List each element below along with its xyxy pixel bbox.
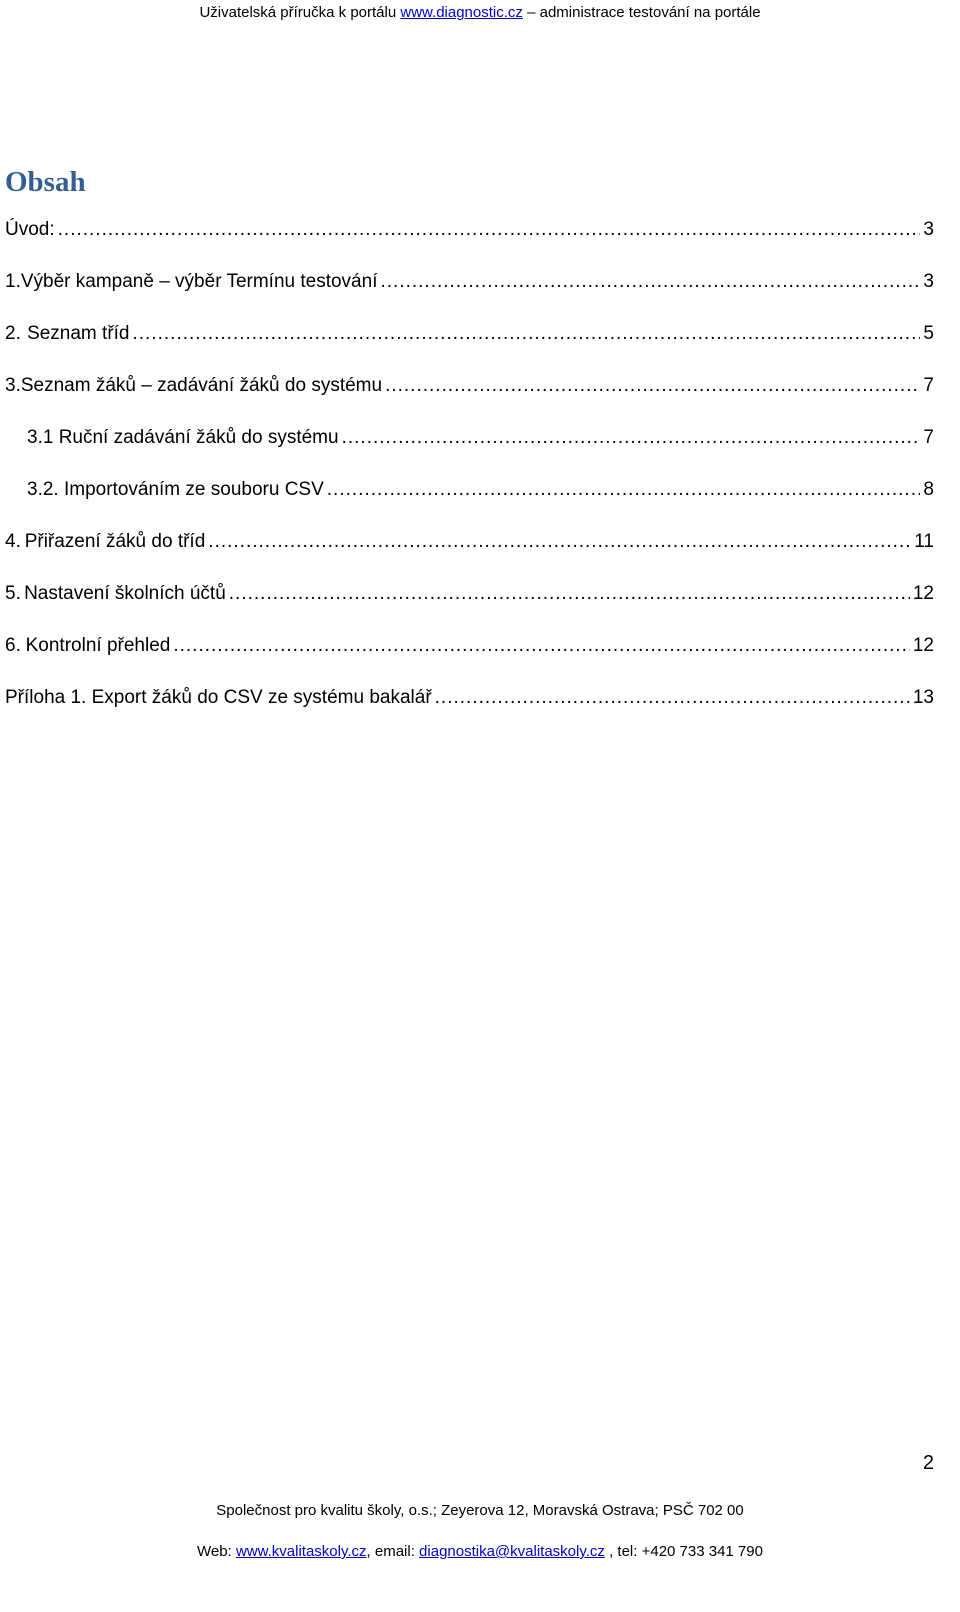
toc-entry-6[interactable] xyxy=(5,634,934,658)
header-suffix: – administrace testování na portále xyxy=(522,4,761,21)
footer-web-label: Web: xyxy=(197,1543,236,1560)
toc-entry-number: 2. xyxy=(5,323,21,344)
toc-entry-number: 3. xyxy=(5,375,21,396)
toc-entry-page: 12 xyxy=(912,583,934,604)
toc-title: Obsah xyxy=(5,166,86,198)
toc-leader xyxy=(435,686,910,710)
toc-entry-page: 3 xyxy=(923,271,934,292)
toc-leader xyxy=(380,270,920,294)
toc-entry-label: Nastavení školních účtů xyxy=(24,583,226,604)
toc-entry-page: 13 xyxy=(912,687,934,708)
toc-entry-5[interactable] xyxy=(5,582,934,606)
page-number: 2 xyxy=(922,1452,934,1474)
toc-leader xyxy=(342,426,921,450)
toc-entry-label: Úvod: xyxy=(5,219,55,240)
toc-leader xyxy=(58,218,921,242)
toc-entry-3[interactable] xyxy=(5,374,934,398)
page-header xyxy=(0,4,960,21)
toc-entry-number: 3.1 xyxy=(27,427,54,448)
footer-address: Společnost pro kvalitu školy, o.s.; Zeyerova 12, Moravská Ostrava; PSČ 702 00 xyxy=(216,1502,744,1519)
toc-entry-number: 3.2. xyxy=(27,479,59,500)
toc-entry-label: Kontrolní přehled xyxy=(25,635,171,656)
toc-leader xyxy=(133,322,921,346)
toc-entry-number: 1. xyxy=(5,271,21,292)
toc-entry-2[interactable] xyxy=(5,322,934,346)
toc-entry-label: Přiřazení žáků do tříd xyxy=(24,531,206,552)
header-link[interactable]: www.diagnostic.cz xyxy=(400,4,523,21)
footer-email-link[interactable]: diagnostika@kvalitaskoly.cz xyxy=(419,1543,605,1560)
toc-entry-4[interactable] xyxy=(5,530,934,554)
footer-web-link[interactable]: www.kvalitaskoly.cz xyxy=(235,1543,367,1560)
toc-entry-number: 5. xyxy=(5,583,21,604)
toc-entry-label: Ruční zadávání žáků do systému xyxy=(58,427,339,448)
toc-entry-page: 11 xyxy=(914,531,934,552)
toc-entry-page: 7 xyxy=(923,375,934,396)
toc-entry-page: 3 xyxy=(923,219,934,240)
footer-tel: , tel: +420 733 341 790 xyxy=(604,1543,763,1560)
footer-contacts xyxy=(0,1543,960,1560)
toc-entry-label: Výběr kampaně – výběr Termínu testování xyxy=(20,271,378,292)
toc-entry-3-1[interactable] xyxy=(27,426,934,450)
toc-leader xyxy=(173,634,910,658)
toc-entry-label: Importováním ze souboru CSV xyxy=(63,479,324,500)
toc-entry-label: Seznam žáků – zadávání žáků do systému xyxy=(20,375,383,396)
toc-entry-uvod[interactable] xyxy=(5,218,934,242)
toc-entry-priloha-1[interactable] xyxy=(5,686,934,710)
toc-entry-label: Seznam tříd xyxy=(27,323,130,344)
toc-entry-number: 6. xyxy=(5,635,21,656)
header-prefix: Uživatelská příručka k portálu xyxy=(199,4,401,21)
toc-entry-3-2[interactable] xyxy=(27,478,934,502)
toc-entry-number: 4. xyxy=(5,531,21,552)
toc-entry-page: 7 xyxy=(923,427,934,448)
toc-entry-page: 12 xyxy=(912,635,934,656)
toc-leader xyxy=(208,530,911,554)
toc-entry-page: 5 xyxy=(923,323,934,344)
toc-leader xyxy=(327,478,921,502)
toc-leader xyxy=(229,582,910,606)
toc-entry-label: Příloha 1. Export žáků do CSV ze systému bakalář xyxy=(5,687,432,708)
toc-entry-1[interactable] xyxy=(5,270,934,294)
toc-leader xyxy=(385,374,920,398)
toc-entry-page: 8 xyxy=(923,479,934,500)
footer-email-label: , email: xyxy=(366,1543,420,1560)
